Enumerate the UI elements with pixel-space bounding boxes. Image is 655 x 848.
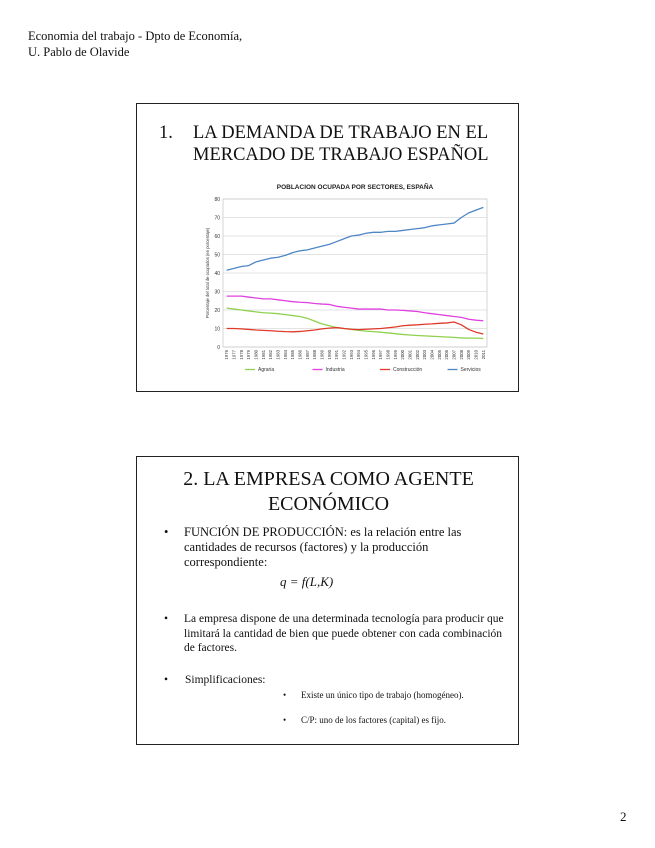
slide-1-number: 1. (159, 123, 173, 143)
x-tick-label: 1977 (231, 350, 237, 360)
x-tick-label: 1978 (238, 350, 244, 360)
x-tick-label: 2003 (422, 350, 428, 360)
sub-bullet-icon: • (283, 690, 287, 700)
x-tick-label: 2008 (458, 350, 464, 360)
y-tick-label: 40 (214, 271, 220, 277)
x-tick-label: 2009 (466, 350, 472, 360)
series-line-construccin (227, 322, 484, 334)
document-header (28, 28, 242, 60)
y-tick-label: 80 (214, 197, 220, 203)
x-tick-label: 2000 (400, 350, 406, 360)
sub-bullet-icon: • (283, 715, 287, 725)
x-tick-label: 1982 (268, 350, 274, 360)
y-tick-label: 20 (214, 308, 220, 314)
x-tick-label: 2011 (480, 350, 486, 360)
header-line-2: U. Pablo de Olavide (28, 45, 130, 59)
x-tick-label: 1994 (356, 350, 362, 360)
y-tick-label: 10 (214, 326, 220, 333)
slide-2-title-line-1: 2. LA EMPRESA COMO AGENTE (183, 468, 474, 490)
x-tick-label: 1991 (334, 350, 340, 360)
x-tick-label: 1997 (378, 350, 384, 360)
x-tick-label: 2001 (407, 350, 413, 360)
production-function-formula: q = f(L,K) (280, 574, 334, 589)
bullet-text: FUNCIÓN DE PRODUCCIÓN: es la relación entre las cantidades de recursos (factores) y la producción correspondiente: (184, 525, 462, 569)
x-tick-label: 1998 (385, 350, 391, 360)
x-tick-label: 1999 (392, 350, 398, 360)
y-tick-label: 70 (214, 215, 220, 222)
x-tick-label: 1985 (290, 350, 296, 360)
x-tick-label: 1976 (224, 350, 230, 360)
sub-bullet-text: C/P: uno de los factores (capital) es fijo. (301, 715, 446, 725)
slide-2-title (137, 467, 520, 517)
x-tick-label: 2007 (451, 350, 457, 360)
x-tick-label: 1984 (282, 350, 288, 360)
y-axis-label: Porcentaje del total de ocupados (en porcentaje) (205, 227, 210, 319)
bullet-text: Simplificaciones: (185, 674, 266, 686)
x-tick-label: 1990 (326, 350, 332, 360)
x-tick-label: 1996 (370, 350, 376, 360)
legend-label: Construcción (393, 367, 423, 373)
x-tick-label: 2010 (473, 350, 479, 360)
page-number: 2 (620, 809, 627, 824)
x-tick-label: 2005 (436, 350, 442, 360)
x-tick-label: 2002 (414, 350, 420, 360)
x-tick-label: 1981 (260, 350, 266, 360)
bullet-text: La empresa dispone de una determinada tecnología para producir que limitará la cantidad de bien que puede obtener con cada combinación de factores. (184, 613, 504, 654)
sector-employment-chart (201, 179, 493, 379)
bullet-icon: • (164, 525, 169, 539)
x-tick-label: 1979 (246, 350, 252, 360)
x-tick-label: 1986 (297, 350, 303, 360)
legend-label: Industria (325, 367, 345, 373)
x-tick-label: 1988 (312, 350, 318, 360)
x-tick-label: 1987 (304, 350, 310, 360)
header-line-1: Economia del trabajo - Dpto de Economía, (28, 29, 243, 43)
x-tick-label: 2004 (429, 350, 435, 360)
series-line-industria (227, 296, 484, 321)
series-line-servicios (227, 207, 484, 270)
x-tick-label: 1983 (275, 350, 281, 360)
slide-2 (136, 456, 519, 745)
slide-2-title-line-2: ECONÓMICO (267, 493, 390, 515)
x-tick-label: 1980 (253, 350, 259, 360)
y-tick-label: 50 (214, 252, 220, 259)
slide-1 (136, 103, 519, 392)
y-tick-label: 0 (217, 345, 220, 351)
x-tick-label: 2006 (444, 350, 450, 360)
y-tick-label: 60 (214, 234, 220, 240)
bullet-icon: • (164, 674, 169, 686)
x-tick-label: 1989 (319, 350, 325, 360)
legend-label: Servicios (460, 367, 481, 373)
y-tick-label: 30 (214, 289, 220, 296)
bullet-icon: • (164, 613, 169, 625)
sub-bullet-text: Existe un único tipo de trabajo (homogéneo). (301, 690, 464, 700)
x-tick-label: 1993 (348, 350, 354, 360)
x-tick-label: 1992 (341, 350, 347, 360)
chart-title: POBLACION OCUPADA POR SECTORES, ESPAÑA (276, 184, 434, 191)
x-tick-label: 1995 (363, 350, 369, 360)
chart-svg (201, 179, 493, 379)
slide-1-title-text: LA DEMANDA DE TRABAJO EN EL MERCADO DE TRABAJO ESPAÑOL (193, 123, 489, 165)
legend-label: Agraria (258, 367, 275, 373)
